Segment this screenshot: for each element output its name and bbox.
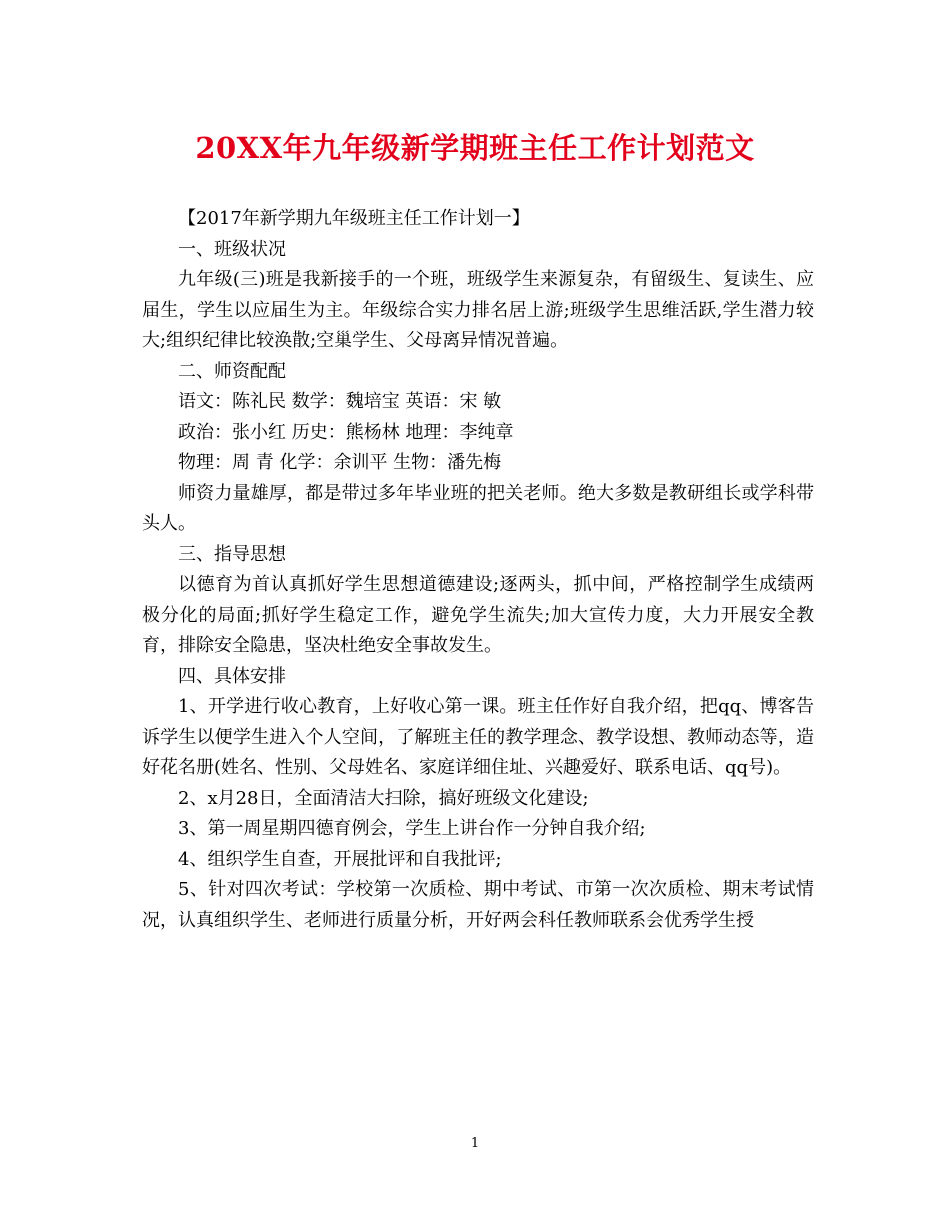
paragraph-class-status: 九年级(三)班是我新接手的一个班，班级学生来源复杂，有留级生、复读生、应届生，学生以应届生为主。年级综合实力排名居上游;班级学生思维活跃,学生潜力较大;组织纪律比较涣散;空巢学生、父母离异情况普遍。: [142, 269, 814, 351]
arrangement-item-4: 4、组织学生自查，开展批评和自我批评;: [178, 848, 502, 870]
teacher-line-2: 政治：张小红 历史：熊杨林 地理：李纯章: [178, 421, 514, 443]
page-number: 1: [470, 1136, 480, 1151]
arrangement-item-1: 1、开学进行收心教育，上好收心第一课。班主任作好自我介绍，把qq、博客告诉学生以便学生进入个人空间，了解班主任的教学理念、教学设想、教师动态等，造好花名册(姓名、性别、父母姓名、家庭详细住址、兴趣爱好、联系电话、qq号)。: [142, 696, 814, 778]
section-heading-guiding-ideas: 三、指导思想: [178, 543, 286, 565]
section-heading-class-status: 一、班级状况: [178, 238, 286, 260]
teacher-line-3: 物理：周 青 化学：余训平 生物：潘先梅: [178, 452, 502, 473]
document-body: [142, 204, 814, 936]
section-heading-arrangements: 四、具体安排: [178, 665, 286, 687]
document-title: 20XX年九年级新学期班主任工作计划范文: [195, 131, 755, 165]
arrangement-item-3: 3、第一周星期四德育例会，学生上讲台作一分钟自我介绍;: [178, 818, 646, 839]
paragraph-teachers-strength: 师资力量雄厚，都是带过多年毕业班的把关老师。绝大多数是教研组长或学科带头人。: [142, 482, 814, 534]
paragraph-guiding-ideas: 以德育为首认真抓好学生思想道德建设;逐两头，抓中间，严格控制学生成绩两极分化的局面;抓好学生稳定工作，避免学生流失;加大宣传力度，大力开展安全教育，排除安全隐患，坚决杜绝安全事故发生。: [142, 574, 814, 656]
arrangement-item-5: 5、针对四次考试：学校第一次质检、期中考试、市第一次次质检、期末考试情况，认真组织学生、老师进行质量分析，开好两会科任教师联系会优秀学生授: [142, 879, 814, 931]
arrangement-item-2: 2、x月28日，全面清洁大扫除，搞好班级文化建设;: [178, 787, 589, 809]
section-heading-teachers: 二、师资配配: [178, 360, 286, 382]
teacher-line-1: 语文：陈礼民 数学：魏培宝 英语：宋 敏: [178, 391, 502, 412]
section-heading-plan-one: 【2017年新学期九年级班主任工作计划一】: [178, 208, 530, 229]
